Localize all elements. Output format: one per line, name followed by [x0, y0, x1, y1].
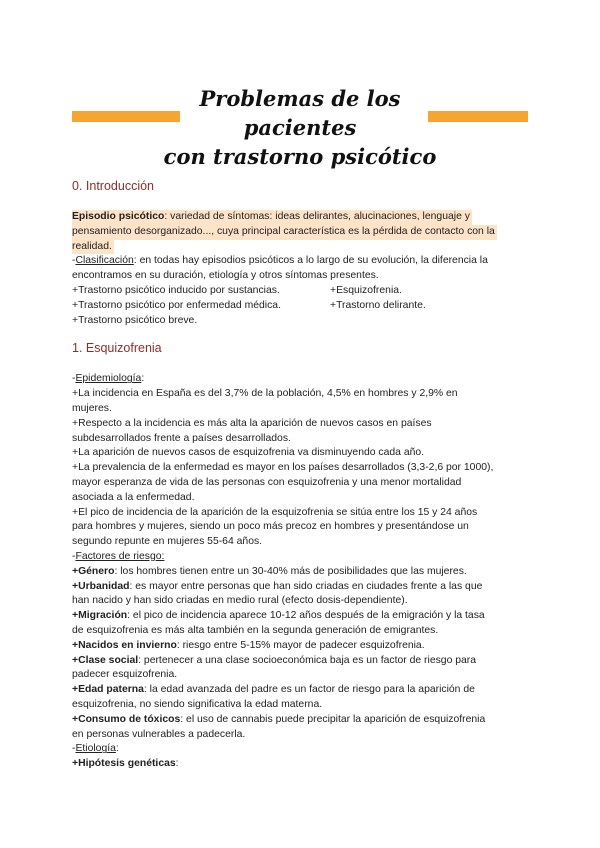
list-row: +Trastorno psicótico inducido por sustancias. +Esquizofrenia.: [72, 284, 402, 296]
factores-riesgo-block: -Factores de riesgo: +Género: los hombres tienen entre un 30-40% más de posibilidades que las mujeres. +Urbanidad: es mayor entre personas que han sido criadas en ciudades frente a las que han nacido y han sido criadas en medio rural (efecto dosis-dependiente). +Migración: el pico de incidencia aparece 10-12 años después de la emigración y la tasa de esquizofrenia es más alta también en la segunda generación de emigrantes. +Nacidos en invierno: riesgo entre 5-15% mayor de padecer esquizofrenia. +Clase social: pertenecer a una clase socioeconómica baja es un factor de riesgo para padecer esquizofrenia. +Edad paterna: la edad avanzada del padre es un factor de riesgo para la aparición de esquizofrenia, no siendo significativa la edad materna. +Consumo de tóxicos: el uso de cannabis puede precipitar la aparición de esquizofrenia en personas vulnerables a padecerla.: [72, 550, 486, 740]
clasificacion-label: Clasificación: [75, 255, 134, 267]
episodio-term: Episodio psicótico: [72, 211, 165, 222]
section-heading-esquizofrenia: 1. Esquizofrenia: [72, 341, 162, 356]
title-line-2: con trastorno psicótico: [163, 144, 437, 169]
title-line-1: Problemas de los pacientes: [199, 86, 401, 140]
epidemiologia-block: -Epidemiología: +La incidencia en España es del 3,7% de la población, 4,5% en hombres y 2,9% en mujeres. +Respecto a la incidencia es más alta la aparición de nuevos casos en países subdesarrollados frente a países desarrollados. +La aparición de nuevos casos de esquizofrenia va disminuyendo cada año. +La prevalencia de la enfermedad es mayor en los países desarrollados (3,3-2,6 por 1000), mayor esperanza de vida de las personas con esquizofrenia y una menor mortalidad asociada a la enfermedad. +El pico de incidencia de la aparición de la esquizofrenia se sitúa entre los 15 y 24 años para hombres y mujeres, siendo un poco más precoz en hombres y presentándose un segundo repunte en mujeres 55-64 años.: [72, 373, 494, 548]
list-row: +Trastorno psicótico breve.: [72, 314, 198, 326]
document-body: [72, 176, 532, 772]
title-block: [0, 84, 600, 169]
hipotesis-geneticas-label: +Hipótesis genéticas: [72, 758, 176, 770]
factores-riesgo-label: Factores de riesgo:: [75, 550, 165, 562]
episodio-paragraph: Episodio psicótico: variedad de síntomas: ideas delirantes, alucinaciones, lenguaje y pensamiento desorganizado..., cuya principal característica es la pérdida de contacto con la realidad.: [72, 210, 532, 254]
section-heading-introduccion: 0. Introducción: [72, 179, 154, 193]
etiologia-label: Etiología: [75, 743, 116, 755]
epidemiologia-label: Epidemiología: [75, 373, 142, 385]
list-row: +Trastorno psicótico por enfermedad médica. +Trastorno delirante.: [72, 299, 426, 311]
page-title: [150, 84, 450, 171]
etiologia-block: -Etiología: +Hipótesis genéticas:: [72, 743, 179, 770]
clasificacion-paragraph: -Clasificación: en todas hay episodios psicóticos a lo largo de su evolución, la diferencia la encontramos en su duración, etiología y otros síntomas presentes. +Trastorno psicótico inducido por sustancias. +Esquizofrenia. +Trastorno psicótico por enfermedad médica. +Trastorno delirante. +Trastorno psicótico breve.: [72, 254, 532, 328]
